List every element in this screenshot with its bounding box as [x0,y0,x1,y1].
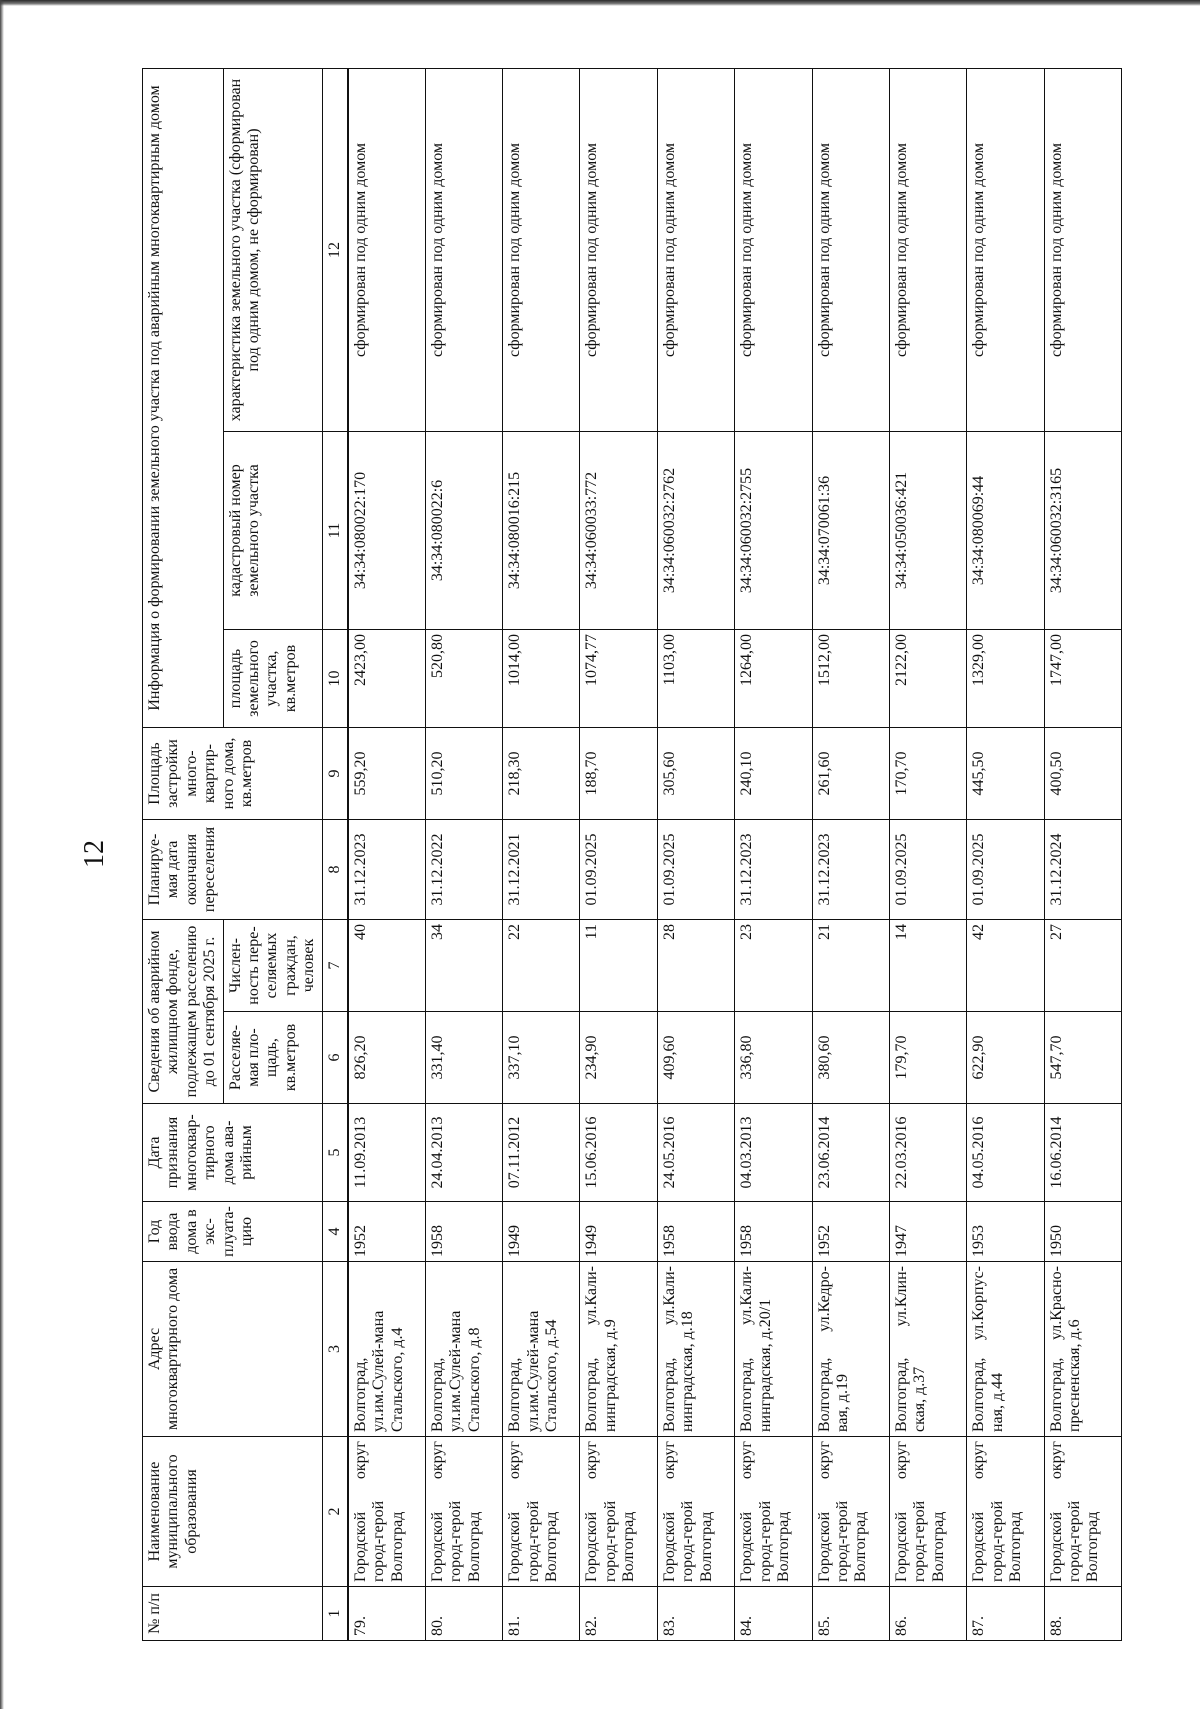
address-cell: Волгоград, ул.им.Сулей-мана Стальского, д.54 [503,1261,580,1436]
resettled-area-cell: 409,60 [657,1011,734,1103]
planned-date-cell: 31.12.2023 [735,819,812,919]
resettled-area-cell: 336,80 [735,1011,812,1103]
column-number: 9 [322,727,348,819]
cadastral-cell: 34:34:060032:2755 [735,431,812,629]
municipality-cell: Городской округ город-герой Волгоград [889,1436,966,1586]
planned-date-cell: 01.09.2025 [967,819,1044,919]
people-cell: 22 [503,919,580,1011]
header-land-status: характеристика земельного участка (сформирован под одним домом, не сформирован) [223,68,322,431]
column-number: 2 [322,1436,348,1586]
column-number: 12 [322,68,348,431]
planned-date-cell: 01.09.2025 [889,819,966,919]
land-area-cell: 2423,00 [348,629,425,727]
land-status-cell: сформирован под одним домом [889,68,966,431]
cadastral-cell: 34:34:050036:421 [889,431,966,629]
header-building-area: Площадь застройки много-квартир-ного дома, кв.метров [143,727,323,819]
table-row [580,68,657,1640]
year-cell: 1949 [580,1201,657,1261]
column-number: 11 [322,431,348,629]
land-area-cell: 1103,00 [657,629,734,727]
building-area-cell: 261,60 [812,727,889,819]
municipality-cell: Городской округ город-герой Волгоград [735,1436,812,1586]
people-cell: 23 [735,919,812,1011]
land-area-cell: 520,80 [425,629,502,727]
municipality-cell: Городской округ город-герой Волгоград [580,1436,657,1586]
row-number: 83. [657,1586,734,1640]
header-people: Числен-ность пере-селяемых граждан, человек [223,919,322,1011]
municipality-cell: Городской округ город-герой Волгоград [348,1436,425,1586]
table-row [657,68,734,1640]
row-number: 80. [425,1586,502,1640]
municipality-cell: Городской округ город-герой Волгоград [967,1436,1044,1586]
emergency-date-cell: 15.06.2016 [580,1103,657,1201]
resettled-area-cell: 547,70 [1044,1011,1121,1103]
cadastral-cell: 34:34:080022:170 [348,431,425,629]
column-number: 8 [322,819,348,919]
emergency-date-cell: 22.03.2016 [889,1103,966,1201]
row-number: 88. [1044,1586,1121,1640]
land-status-cell: сформирован под одним домом [503,68,580,431]
cadastral-cell: 34:34:070061:36 [812,431,889,629]
resettled-area-cell: 179,70 [889,1011,966,1103]
row-number: 82. [580,1586,657,1640]
address-cell: Волгоград, ул.Красно-пресненская, д.6 [1044,1261,1121,1436]
emergency-date-cell: 07.11.2012 [503,1103,580,1201]
planned-date-cell: 31.12.2023 [348,819,425,919]
year-cell: 1958 [425,1201,502,1261]
building-area-cell: 170,70 [889,727,966,819]
emergency-date-cell: 16.06.2014 [1044,1103,1121,1201]
cadastral-cell: 34:34:060032:3165 [1044,431,1121,629]
row-number: 79. [348,1586,425,1640]
header-resettled-area: Расселяе-мая пло-щадь, кв.метров [223,1011,322,1103]
municipality-cell: Городской округ город-герой Волгоград [657,1436,734,1586]
land-area-cell: 1014,00 [503,629,580,727]
people-cell: 28 [657,919,734,1011]
cadastral-cell: 34:34:080016:215 [503,431,580,629]
column-number: 7 [322,919,348,1011]
row-number: 86. [889,1586,966,1640]
resettled-area-cell: 826,20 [348,1011,425,1103]
header-cadastral: кадастровый номер земельного участка [223,431,322,629]
municipality-cell: Городской округ город-герой Волгоград [812,1436,889,1586]
municipality-cell: Городской округ город-герой Волгоград [1044,1436,1121,1586]
address-cell: Волгоград, ул.им.Сулей-мана Стальского, д.8 [425,1261,502,1436]
people-cell: 27 [1044,919,1121,1011]
year-cell: 1953 [967,1201,1044,1261]
address-cell: Волгоград, ул.Кали-нинградская, д.20/1 [735,1261,812,1436]
address-cell: Волгоград, ул.Кали-нинградская, д.18 [657,1261,734,1436]
emergency-date-cell: 04.03.2013 [735,1103,812,1201]
land-area-cell: 1264,00 [735,629,812,727]
people-cell: 11 [580,919,657,1011]
land-status-cell: сформирован под одним домом [1044,68,1121,431]
header-address: Адрес многоквартирного дома [143,1261,323,1436]
year-cell: 1958 [735,1201,812,1261]
table-row [348,68,425,1640]
land-area-cell: 1329,00 [967,629,1044,727]
header-group-land: Информация о формировании земельного участка под аварийным многоквартирным домом [143,68,224,727]
column-number: 4 [322,1201,348,1261]
resettled-area-cell: 234,90 [580,1011,657,1103]
people-cell: 42 [967,919,1044,1011]
land-area-cell: 1747,00 [1044,629,1121,727]
year-cell: 1947 [889,1201,966,1261]
municipality-cell: Городской округ город-герой Волгоград [425,1436,502,1586]
building-area-cell: 400,50 [1044,727,1121,819]
address-cell: Волгоград, ул.Кали-нинградская, д.9 [580,1261,657,1436]
land-status-cell: сформирован под одним домом [580,68,657,431]
emergency-date-cell: 11.09.2013 [348,1103,425,1201]
emergency-date-cell: 24.05.2016 [657,1103,734,1201]
building-area-cell: 445,50 [967,727,1044,819]
table-row [889,68,966,1640]
planned-date-cell: 01.09.2025 [580,819,657,919]
cadastral-cell: 34:34:060032:2762 [657,431,734,629]
row-number: 85. [812,1586,889,1640]
emergency-date-cell: 24.04.2013 [425,1103,502,1201]
cadastral-cell: 34:34:060033:772 [580,431,657,629]
building-area-cell: 559,20 [348,727,425,819]
year-cell: 1958 [657,1201,734,1261]
header-planned-date: Планируе-мая дата окончания переселения [143,819,323,919]
land-status-cell: сформирован под одним домом [348,68,425,431]
land-status-cell: сформирован под одним домом [812,68,889,431]
column-number-row [322,68,348,1640]
address-cell: Волгоград, ул.Клин-ская, д.37 [889,1261,966,1436]
people-cell: 34 [425,919,502,1011]
land-status-cell: сформирован под одним домом [425,68,502,431]
table-row [812,68,889,1640]
column-number: 6 [322,1011,348,1103]
row-number: 87. [967,1586,1044,1640]
column-number: 5 [322,1103,348,1201]
header-group-resettlement: Сведения об аварийном жилищном фонде, подлежащем расселению до 01 сентября 2025 г. [143,919,224,1103]
resettled-area-cell: 331,40 [425,1011,502,1103]
header-land-area: площадь земельного участка, кв.метров [223,629,322,727]
land-status-cell: сформирован под одним домом [967,68,1044,431]
planned-date-cell: 31.12.2023 [812,819,889,919]
land-area-cell: 1074,77 [580,629,657,727]
row-number: 81. [503,1586,580,1640]
emergency-date-cell: 23.06.2014 [812,1103,889,1201]
cadastral-cell: 34:34:080022:6 [425,431,502,629]
year-cell: 1952 [812,1201,889,1261]
cadastral-cell: 34:34:080069:44 [967,431,1044,629]
municipality-cell: Городской округ город-герой Волгоград [503,1436,580,1586]
building-area-cell: 240,10 [735,727,812,819]
header-municipality: Наименование муниципального образования [143,1436,323,1586]
header-row-1 [143,68,224,1640]
column-number: 10 [322,629,348,727]
land-status-cell: сформирован под одним домом [657,68,734,431]
table-row [967,68,1044,1640]
building-area-cell: 188,70 [580,727,657,819]
table-row [425,68,502,1640]
land-area-cell: 1512,00 [812,629,889,727]
resettled-area-cell: 622,90 [967,1011,1044,1103]
header-num: № п/п [143,1586,323,1640]
scan-edge-top [0,0,1200,6]
building-area-cell: 218,30 [503,727,580,819]
planned-date-cell: 31.12.2021 [503,819,580,919]
rotated-page-content [142,69,1122,1641]
people-cell: 21 [812,919,889,1011]
building-area-cell: 305,60 [657,727,734,819]
row-number: 84. [735,1586,812,1640]
table-row [503,68,580,1640]
table-row [735,68,812,1640]
people-cell: 14 [889,919,966,1011]
address-cell: Волгоград, ул.Корпус-ная, д.44 [967,1261,1044,1436]
table-row [1044,68,1121,1640]
address-cell: Волгоград, ул.им.Сулей-мана Стальского, д.4 [348,1261,425,1436]
emergency-date-cell: 04.05.2016 [967,1103,1044,1201]
scan-edge-left [0,0,4,1709]
year-cell: 1952 [348,1201,425,1261]
building-area-cell: 510,20 [425,727,502,819]
planned-date-cell: 31.12.2024 [1044,819,1121,919]
page-number: 12 [79,840,110,868]
planned-date-cell: 31.12.2022 [425,819,502,919]
header-year: Год ввода дома в экс-плуата-цию [143,1201,323,1261]
resettled-area-cell: 337,10 [503,1011,580,1103]
year-cell: 1950 [1044,1201,1121,1261]
resettled-area-cell: 380,60 [812,1011,889,1103]
year-cell: 1949 [503,1201,580,1261]
column-number: 1 [322,1586,348,1640]
column-number: 3 [322,1261,348,1436]
address-cell: Волгоград, ул.Кедро-вая, д.19 [812,1261,889,1436]
header-emergency-date: Дата признания многоквар-тирного дома ава-рийным [143,1103,323,1201]
register-table [142,68,1122,1641]
people-cell: 40 [348,919,425,1011]
planned-date-cell: 01.09.2025 [657,819,734,919]
land-status-cell: сформирован под одним домом [735,68,812,431]
land-area-cell: 2122,00 [889,629,966,727]
